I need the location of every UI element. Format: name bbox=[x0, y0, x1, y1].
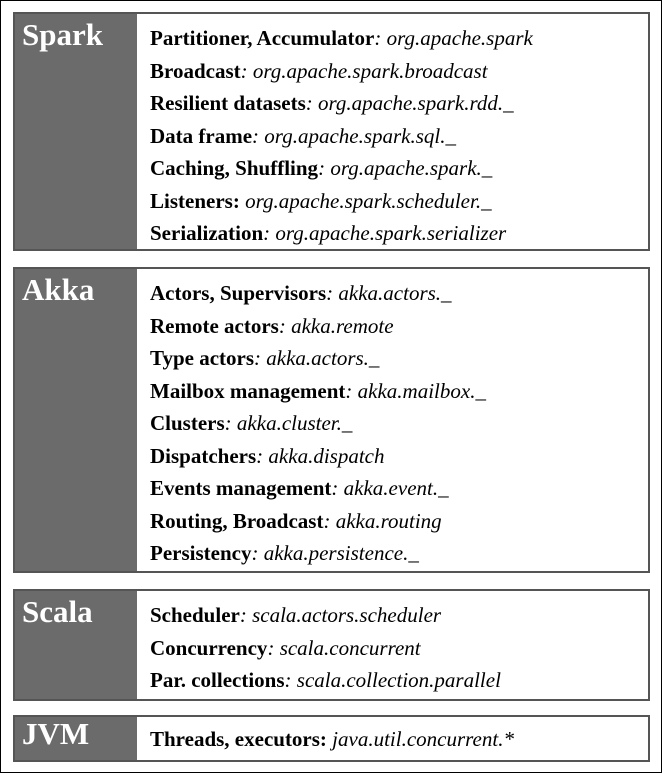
component-separator: : bbox=[263, 221, 276, 245]
component-separator: : bbox=[326, 281, 339, 305]
component-separator: : bbox=[224, 411, 237, 435]
layer-label-column bbox=[15, 269, 137, 571]
component-row bbox=[150, 599, 648, 632]
component-row bbox=[150, 22, 648, 55]
component-row bbox=[150, 277, 648, 310]
component-separator: : bbox=[345, 378, 358, 403]
component-row bbox=[150, 440, 648, 473]
component-separator: : bbox=[240, 58, 253, 83]
component-name: Threads, executors: bbox=[150, 727, 327, 751]
package-name: akka.persistence._ bbox=[263, 541, 419, 565]
component-name: Resilient datasets bbox=[150, 91, 306, 115]
component-name: Data frame bbox=[150, 123, 253, 148]
component-name: Concurrency bbox=[150, 635, 268, 660]
component-row bbox=[150, 310, 648, 343]
component-row bbox=[150, 632, 648, 665]
package-name: akka.dispatch bbox=[268, 443, 385, 468]
component-row bbox=[150, 55, 648, 88]
package-name: scala.actors.scheduler bbox=[252, 603, 442, 627]
component-separator: : bbox=[305, 91, 318, 115]
component-name: Persistency bbox=[150, 541, 252, 565]
component-name: Partitioner, Accumulator bbox=[150, 26, 375, 50]
layer-label-column bbox=[15, 591, 137, 699]
component-separator: : bbox=[251, 541, 264, 565]
package-name: org.apache.spark._ bbox=[330, 156, 493, 180]
component-row bbox=[150, 217, 648, 250]
component-row bbox=[150, 152, 648, 185]
layer-scala bbox=[13, 589, 650, 701]
layer-title: Scala bbox=[22, 594, 93, 629]
layer-components bbox=[137, 717, 648, 760]
component-separator: : bbox=[331, 476, 344, 500]
component-name: Caching, Shuffling bbox=[150, 156, 319, 180]
package-name: java.util.concurrent.* bbox=[332, 727, 514, 751]
component-name: Serialization bbox=[150, 221, 264, 245]
package-name: akka.routing bbox=[335, 508, 442, 533]
component-name: Par. collections bbox=[150, 668, 285, 692]
component-name: Events management bbox=[150, 476, 332, 500]
component-row bbox=[150, 505, 648, 538]
component-separator: : bbox=[318, 156, 331, 180]
component-name: Remote actors bbox=[150, 313, 279, 338]
package-name: akka.cluster._ bbox=[236, 411, 353, 435]
package-name: akka.mailbox._ bbox=[357, 378, 486, 403]
package-name: akka.actors._ bbox=[266, 346, 380, 370]
package-name: akka.remote bbox=[291, 313, 394, 338]
component-row bbox=[150, 342, 648, 375]
component-separator: : bbox=[239, 603, 253, 627]
component-name: Routing, Broadcast bbox=[150, 508, 324, 533]
package-name: org.apache.spark.broadcast bbox=[252, 58, 488, 83]
component-name: Clusters bbox=[150, 411, 225, 435]
component-separator: : bbox=[323, 508, 336, 533]
component-separator: : bbox=[374, 26, 387, 50]
layer-title: JVM bbox=[22, 716, 90, 751]
component-row bbox=[150, 375, 648, 408]
component-separator: : bbox=[284, 668, 297, 692]
component-separator: : bbox=[267, 635, 280, 660]
layer-components bbox=[137, 591, 648, 699]
component-name: Dispatchers bbox=[150, 443, 257, 468]
component-separator: : bbox=[254, 346, 267, 370]
component-separator: : bbox=[278, 313, 292, 338]
component-row bbox=[150, 185, 648, 218]
layer-label-column bbox=[15, 14, 137, 249]
package-name: akka.event._ bbox=[343, 476, 449, 500]
component-separator: : bbox=[256, 443, 269, 468]
component-name: Scheduler bbox=[150, 603, 240, 627]
component-row bbox=[150, 664, 648, 697]
component-name: Actors, Supervisors bbox=[150, 281, 327, 305]
component-separator: : bbox=[252, 123, 265, 148]
package-name: org.apache.spark bbox=[386, 26, 533, 50]
layer-title: Spark bbox=[22, 17, 103, 52]
layer-components bbox=[137, 269, 648, 571]
package-name: scala.collection.parallel bbox=[296, 668, 501, 692]
layer-akka bbox=[13, 267, 650, 573]
component-row bbox=[150, 537, 648, 570]
layer-components bbox=[137, 14, 648, 249]
package-name: akka.actors._ bbox=[338, 281, 452, 305]
package-name: org.apache.spark.serializer bbox=[275, 221, 507, 245]
package-name: org.apache.spark.scheduler._ bbox=[245, 188, 492, 213]
package-name: scala.concurrent bbox=[279, 635, 421, 660]
component-name: Listeners: bbox=[150, 188, 240, 213]
component-row bbox=[150, 723, 648, 756]
layer-jvm bbox=[13, 715, 650, 762]
layer-title: Akka bbox=[22, 272, 95, 307]
package-name: org.apache.spark.sql._ bbox=[264, 123, 457, 148]
component-row bbox=[150, 407, 648, 440]
package-name: org.apache.spark.rdd._ bbox=[318, 91, 514, 115]
component-name: Type actors bbox=[150, 346, 255, 370]
component-name: Broadcast bbox=[150, 58, 241, 83]
component-row bbox=[150, 120, 648, 153]
component-row bbox=[150, 472, 648, 505]
layer-label-column bbox=[15, 717, 137, 760]
component-row bbox=[150, 87, 648, 120]
layer-spark bbox=[13, 12, 650, 251]
component-name: Mailbox management bbox=[150, 378, 346, 403]
